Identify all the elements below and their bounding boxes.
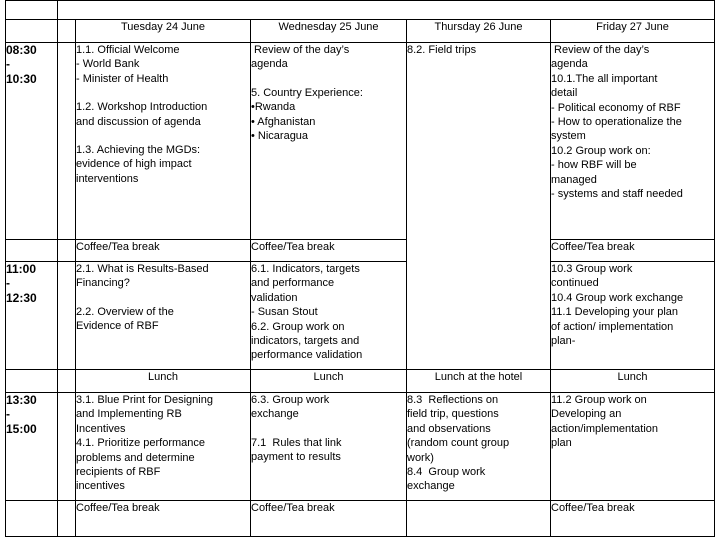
- agenda-line: 11.2 Group work on: [551, 394, 647, 406]
- header-time-cell: [6, 20, 58, 43]
- agenda-line: 8.3 Reflections on: [407, 394, 499, 406]
- agenda-line: and Implementing RB: [76, 408, 182, 421]
- lunch-thursday: Lunch at the hotel: [407, 370, 551, 393]
- agenda-line: indicators, targets and: [251, 335, 360, 348]
- spacer-cell: [58, 262, 76, 370]
- agenda-line: 6.1. Indicators, targets: [251, 263, 360, 275]
- session-1-tuesday: [76, 43, 251, 240]
- coffee-break-tuesday: Coffee/Tea break: [76, 501, 251, 537]
- agenda-line: 10.4 Group work exchange: [551, 291, 684, 304]
- agenda-line: 5. Country Experience:: [251, 86, 363, 99]
- agenda-line: detail: [551, 87, 578, 100]
- agenda-line: 8.2. Field trips: [407, 44, 477, 56]
- time-blank-cell: [6, 370, 58, 393]
- agenda-line: 2.2. Overview of the: [76, 305, 174, 318]
- agenda-line: agenda: [551, 58, 588, 71]
- agenda-line: - How to operationalize the: [551, 116, 682, 129]
- agenda-line: managed: [551, 173, 597, 186]
- lunch-wednesday: Lunch: [251, 370, 407, 393]
- corner-cell: [6, 1, 58, 20]
- agenda-line: Review of the day’s: [551, 44, 650, 56]
- agenda-line: Incentives: [76, 422, 126, 435]
- session-2-wednesday: [251, 262, 407, 370]
- agenda-line: - Susan Stout: [251, 306, 318, 319]
- spacer-cell: [58, 501, 76, 537]
- agenda-line: 6.2. Group work on: [251, 320, 345, 333]
- time-start: 08:30: [6, 43, 37, 57]
- lunch-row: [6, 370, 715, 393]
- agenda-line: 1.2. Workshop Introduction: [76, 101, 208, 114]
- agenda-line: - Political economy of RBF: [551, 101, 681, 114]
- agenda-line: 8.4 Group work: [407, 466, 486, 479]
- spacer-cell: [58, 240, 76, 262]
- coffee-break-row-2: [6, 501, 715, 537]
- coffee-break-row-1: [6, 240, 715, 262]
- agenda-line: • Nicaragua: [251, 130, 309, 143]
- agenda-line: performance validation: [251, 349, 363, 362]
- session-3-wednesday: [251, 393, 407, 501]
- time-dash: -: [6, 276, 10, 291]
- agenda-line: and performance: [251, 277, 335, 290]
- agenda-line: 10.1.The all important: [551, 72, 658, 85]
- time-slot-2: [6, 262, 58, 370]
- spacer-cell: [58, 393, 76, 501]
- spacer-cell: [58, 43, 76, 240]
- time-blank-cell: [6, 240, 58, 262]
- time-dash: -: [6, 57, 10, 72]
- coffee-break-thursday-empty: [407, 501, 551, 537]
- agenda-line: 1.1. Official Welcome: [76, 44, 180, 56]
- agenda-line: continued: [551, 277, 599, 290]
- agenda-line: problems and determine: [76, 451, 195, 464]
- agenda-line: action/implementation: [551, 422, 659, 435]
- agenda-line: •Rwanda: [251, 101, 296, 114]
- agenda-line: field trip, questions: [407, 408, 499, 421]
- agenda-line: 2.1. What is Results-Based: [76, 263, 209, 275]
- spacer-cell: [58, 370, 76, 393]
- agenda-line: 1.3. Achieving the MGDs:: [76, 144, 201, 157]
- agenda-line: 6.3. Group work: [251, 394, 330, 406]
- session-2-friday: [551, 262, 715, 370]
- coffee-break-tuesday: Coffee/Tea break: [76, 240, 251, 262]
- time-start: 13:30: [6, 393, 37, 407]
- time-slot-3: [6, 393, 58, 501]
- agenda-line: - Minister of Health: [76, 72, 169, 85]
- session-3-tuesday: [76, 393, 251, 501]
- agenda-line: exchange: [407, 480, 455, 493]
- header-spacer-cell: [58, 20, 76, 43]
- time-end: 12:30: [6, 290, 37, 305]
- agenda-line: 3.1. Blue Print for Designing: [76, 394, 213, 406]
- time-blank-cell: [6, 501, 58, 537]
- coffee-break-friday: Coffee/Tea break: [551, 240, 715, 262]
- agenda-line: (random count group: [407, 437, 510, 450]
- agenda-line: evidence of high impact: [76, 158, 192, 171]
- agenda-line: 4.1. Prioritize performance: [76, 437, 205, 450]
- title-blank-cell: [58, 1, 715, 20]
- time-dash: -: [6, 407, 10, 422]
- coffee-break-wednesday: Coffee/Tea break: [251, 240, 407, 262]
- coffee-break-friday: Coffee/Tea break: [551, 501, 715, 537]
- lunch-friday: Lunch: [551, 370, 715, 393]
- agenda-line: system: [551, 130, 586, 143]
- agenda-line: Financing?: [76, 277, 130, 290]
- agenda-line: 10.2 Group work on:: [551, 144, 651, 157]
- agenda-line: • Afghanistan: [251, 115, 316, 128]
- session-2-tuesday: [76, 262, 251, 370]
- session-2-row: [6, 262, 715, 370]
- agenda-line: validation: [251, 291, 298, 304]
- agenda-line: 7.1 Rules that link: [251, 436, 342, 449]
- agenda-line: incentives: [76, 480, 125, 493]
- agenda-line: plan-: [551, 335, 576, 348]
- day-header-row: [6, 20, 715, 43]
- agenda-line: - how RBF will be: [551, 159, 637, 172]
- lunch-tuesday: Lunch: [76, 370, 251, 393]
- session-3-friday: [551, 393, 715, 501]
- coffee-break-wednesday: Coffee/Tea break: [251, 501, 407, 537]
- session-1-2-thursday: [407, 43, 551, 370]
- agenda-line: work): [407, 451, 434, 464]
- time-end: 15:00: [6, 421, 37, 436]
- session-3-thursday: [407, 393, 551, 501]
- time-slot-1: [6, 43, 58, 240]
- time-start: 11:00: [6, 262, 37, 276]
- agenda-line: Evidence of RBF: [76, 320, 159, 333]
- day-header-tuesday: Tuesday 24 June: [76, 20, 251, 43]
- agenda-line: 11.1 Developing your plan: [551, 306, 678, 319]
- agenda-line: - World Bank: [76, 58, 140, 71]
- session-3-row: [6, 393, 715, 501]
- day-header-wednesday: Wednesday 25 June: [251, 20, 407, 43]
- agenda-line: payment to results: [251, 451, 341, 464]
- agenda-line: plan: [551, 437, 572, 450]
- agenda-line: agenda: [251, 58, 288, 71]
- agenda-line: recipients of RBF: [76, 466, 161, 479]
- agenda-line: and discussion of agenda: [76, 115, 201, 128]
- time-end: 10:30: [6, 71, 37, 86]
- workshop-schedule-table: [5, 0, 715, 537]
- agenda-line: - systems and staff needed: [551, 188, 683, 201]
- session-1-friday: [551, 43, 715, 240]
- day-header-friday: Friday 27 June: [551, 20, 715, 43]
- agenda-line: Review of the day’s: [251, 44, 350, 56]
- session-1-wednesday: [251, 43, 407, 240]
- session-1-row: [6, 43, 715, 240]
- agenda-line: exchange: [251, 408, 299, 421]
- agenda-line: 10.3 Group work: [551, 263, 633, 275]
- day-header-thursday: Thursday 26 June: [407, 20, 551, 43]
- agenda-line: interventions: [76, 172, 139, 185]
- agenda-line: Developing an: [551, 408, 622, 421]
- agenda-line: and observations: [407, 422, 491, 435]
- top-blank-row: [6, 1, 715, 20]
- agenda-line: of action/ implementation: [551, 320, 674, 333]
